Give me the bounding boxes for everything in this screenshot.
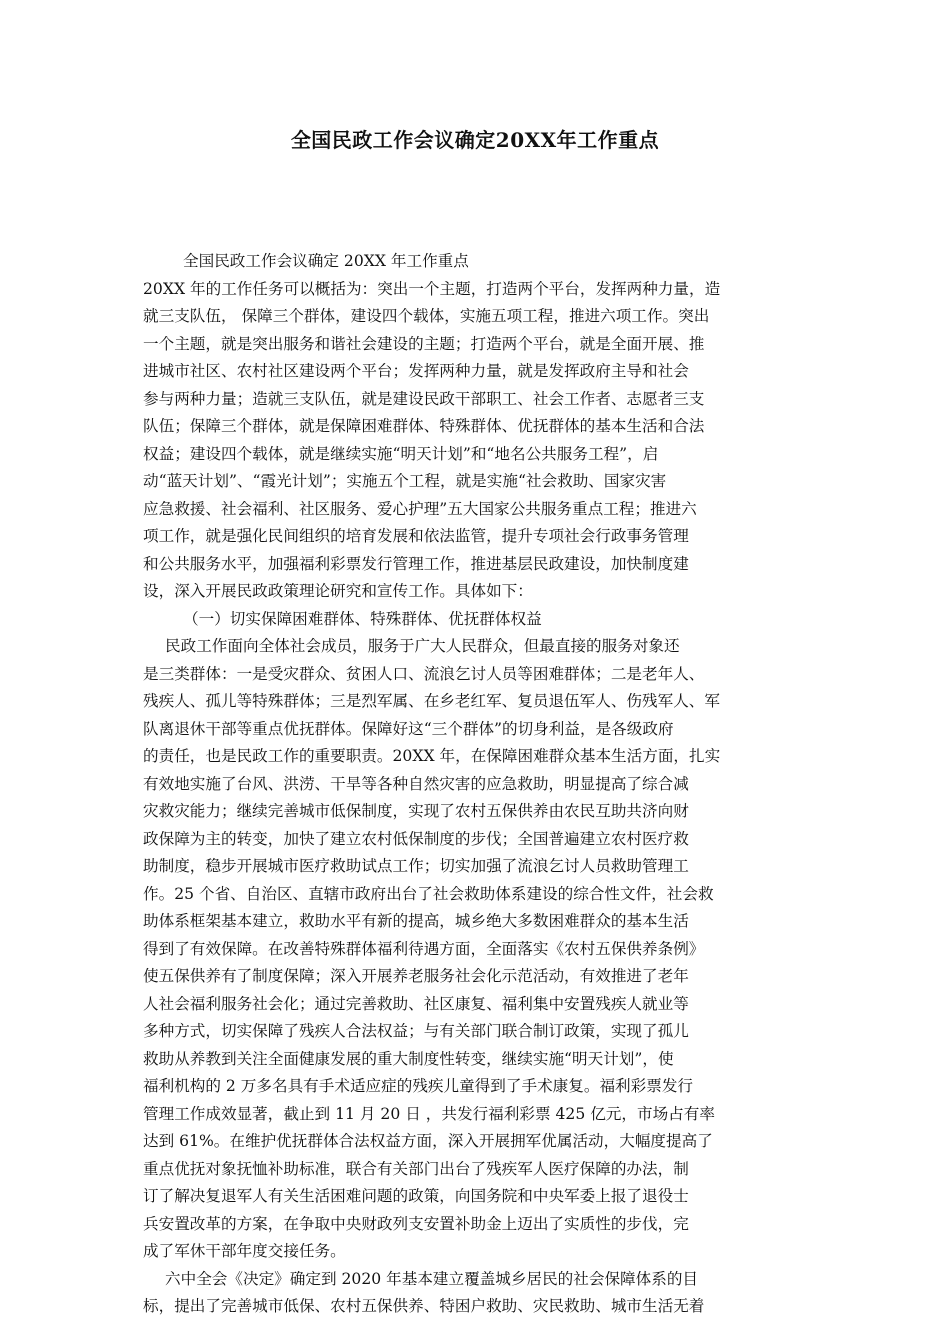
body-line: 作。25 个省、自治区、直辖市政府出台了社会救助体系建设的综合性文件，社会救 <box>143 884 714 903</box>
body-line: 标，提出了完善城市低保、农村五保供养、特困户救助、灾民救助、城市生活无着 <box>143 1297 705 1315</box>
body-line: 六中全会《决定》确定到 2020 年基本建立覆盖城乡居民的社会保障体系的目 <box>165 1269 699 1288</box>
body-line: 福利机构的 2 万多名具有手术适应症的残疾儿童得到了手术康复。福利彩票发行 <box>143 1077 694 1095</box>
body-line: 是三类群体：一是受灾群众、贫困人口、流浪乞讨人员等困难群体；二是老年人、 <box>143 664 705 683</box>
body-line: 政保障为主的转变，加快了建立农村低保制度的步伐；全国普遍建立农村医疗救 <box>143 829 689 848</box>
body-line: 设，深入开展民政政策理论研究和宣传工作。具体如下： <box>143 582 533 600</box>
body-line: 全国民政工作会议确定 20XX 年工作重点 <box>183 252 469 270</box>
body-line: 使五保供养有了制度保障；深入开展养老服务社会化示范活动，有效推进了老年 <box>143 967 689 985</box>
body-line: 进城市社区、农村社区建设两个平台；发挥两种力量，就是发挥政府主导和社会 <box>143 362 689 380</box>
body-line: 灾救灾能力；继续完善城市低保制度，实现了农村五保供养由农民互助共济向财 <box>143 802 689 820</box>
body-line: 多种方式，切实保障了残疾人合法权益；与有关部门联合制订政策，实现了孤儿 <box>143 1022 689 1040</box>
body-line: 救助从养教到关注全面健康发展的重大制度性转变，继续实施“明天计划”，使 <box>143 1049 674 1068</box>
document-title: 全国民政工作会议确定20XX年工作重点 <box>290 128 660 152</box>
body-line: 的责任，也是民政工作的重要职责。20XX 年，在保障困难群众基本生活方面，扎实 <box>143 747 721 765</box>
body-line: 助制度，稳步开展城市医疗救助试点工作；切实加强了流浪乞讨人员救助管理工 <box>143 857 689 875</box>
body-line: 一个主题，就是突出服务和谐社会建设的主题；打造两个平台，就是全面开展、推 <box>143 334 705 353</box>
body-line: 项工作，就是强化民间组织的培育发展和依法监管，提升专项社会行政事务管理 <box>143 527 689 545</box>
body-line: 参与两种力量；造就三支队伍，就是建设民政干部职工、社会工作者、志愿者三支 <box>143 389 705 408</box>
body-line: 权益；建设四个载体，就是继续实施“明天计划”和“地名公共服务工程”，启 <box>143 444 659 463</box>
body-line: 动“蓝天计划”、“霞光计划”；实施五个工程，就是实施“社会救助、国家灾害 <box>143 472 667 490</box>
body-line: 订了解决复退军人有关生活困难问题的政策，向国务院和中央军委上报了退役士 <box>143 1187 689 1205</box>
body-line: 应急救援、社会福利、社区服务、爱心护理”五大国家公共服务重点工程；推进六 <box>143 499 697 518</box>
body-line: 助体系框架基本建立，救助水平有新的提高，城乡绝大多数困难群众的基本生活 <box>143 912 689 930</box>
body-line: 队离退休干部等重点优抚群体。保障好这“三个群体”的切身利益，是各级政府 <box>143 719 674 738</box>
body-line: 重点优抚对象抚恤补助标准，联合有关部门出台了残疾军人医疗保障的办法，制 <box>143 1159 689 1178</box>
section-heading: （一）切实保障困难群体、特殊群体、优抚群体权益 <box>183 609 542 628</box>
body-line: 管理工作成效显著，截止到 11 月 20 日 ，共发行福利彩票 425 亿元，市场占有率 <box>143 1104 715 1123</box>
body-line: 兵安置改革的方案，在争取中央财政列支安置补助金上迈出了实质性的步伐，完 <box>143 1214 689 1233</box>
body-line: 20XX 年的工作任务可以概括为：突出一个主题，打造两个平台，发挥两种力量，造 <box>143 279 721 298</box>
body-line: 人社会福利服务社会化；通过完善救助、社区康复、福利集中安置残疾人就业等 <box>143 994 689 1013</box>
body-line: 得到了有效保障。在改善特殊群体福利待遇方面，全面落实《农村五保供养条例》 <box>143 939 705 958</box>
body-line: 队伍；保障三个群体，就是保障困难群体、特殊群体、优抚群体的基本生活和合法 <box>143 417 705 435</box>
body-line: 有效地实施了台风、洪涝、干旱等各种自然灾害的应急救助，明显提高了综合减 <box>143 774 689 793</box>
body-line: 民政工作面向全体社会成员，服务于广大人民群众，但最直接的服务对象还 <box>165 637 680 655</box>
body-line: 就三支队伍， 保障三个群体，建设四个载体，实施五项工程，推进六项工作。突出 <box>143 307 710 325</box>
body-line: 达到 61%。在维护优抚群体合法权益方面，深入开展拥军优属活动，大幅度提高了 <box>143 1132 713 1150</box>
document-body <box>143 248 807 1321</box>
body-line: 残疾人、孤儿等特殊群体；三是烈军属、在乡老红军、复员退伍军人、伤残军人、军 <box>143 692 720 710</box>
body-line: 和公共服务水平，加强福利彩票发行管理工作，推进基层民政建设，加快制度建 <box>143 554 689 573</box>
body-line: 成了军休干部年度交接任务。 <box>143 1242 346 1260</box>
